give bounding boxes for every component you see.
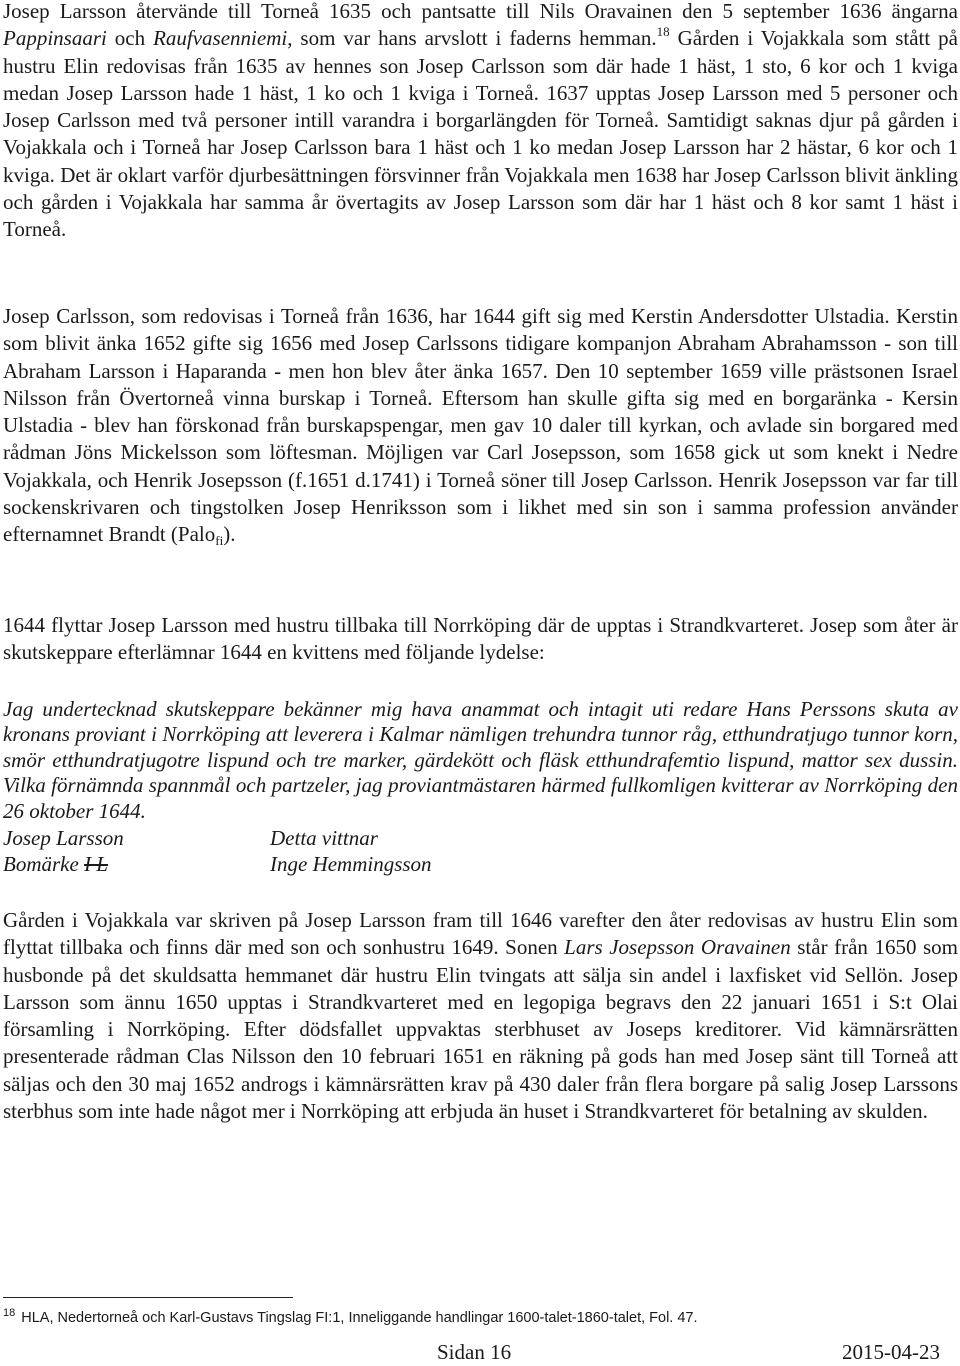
signer-name: Josep Larsson — [3, 826, 124, 850]
witness-name: Inge Hemmingsson — [270, 852, 432, 876]
signature-row-1 — [3, 826, 378, 851]
signature-row-2 — [3, 852, 432, 877]
p1-place-pappinsaari: Pappinsaari — [3, 26, 107, 51]
footnote-divider — [3, 1297, 293, 1298]
house-mark-label: Bomärke — [3, 852, 85, 876]
witness-heading: Detta vittnar — [270, 826, 378, 850]
p2-subscript-fi: fi — [215, 533, 224, 549]
p1-text-f: Gården i Vojakkala som stått på hustru Elin redovisas från 1635 av hennes son Josep Carlsson som där hade 1 häst, 1 sto, 6 kor och 1 kviga medan Josep Larsson hade 1 häst, 1 ko och 1 kviga i Torneå. 1637 upptas Josep Larsson med 5 personer och Josep Carlsson med två personer intill varandra i borgarlängden för Torneå. Samtidigt saknas djur på gården i Vojakkala och i Torneå har Josep Carlsson bara 1 häst och 1 ko medan Josep Larsson har 2 hästar, 6 kor och 1 kviga. Det är oklart varför djurbesättningen försvinner från Vojakkala men 1638 har Josep Carlsson blivit änkling och gården i Vojakkala har samma år övertagits av Josep Larsson som där har 1 häst och 8 kor samt 1 häst i Torneå. — [3, 26, 959, 242]
p1-text-a: Josep Larsson återvände till Torneå 1635 och pantsatte till Nils Oravainen den 5 september 1636 ängarna — [3, 0, 958, 23]
page-number: Sidan 16 — [437, 1340, 512, 1364]
paragraph-3: 1644 flyttar Josep Larsson med hustru tillbaka till Norrköping där de upptas i Strandkvarteret. Josep som åter är skutskeppare efterlämnar 1644 en kvittens med följande lydelse: — [3, 613, 958, 665]
p2-text-a: Josep Carlsson, som redovisas i Torneå från 1636, har 1644 gift sig med Kerstin Andersdotter Ulstadia. Kerstin som blivit änka 1652 gifte sig 1656 med Josep Carlssons tidigare kompanjon Abraham Abrahamsson - son till Abraham Larsson i Haparanda - men hon blev åter änka 1657. Den 10 september 1659 ville prästsonen Israel Nilsson från Övertorneå vinna burskap i Torneå. Eftersom han skulle gifta sig med en borgaränka - Kersin Ulstadia - blev han förskonad från burskapspengar, men gav 10 daler till kyrkan, och avlade sin borgared med rådman Jöns Mickelsson som löftesman. Möjligen var Carl Josepsson, som 1658 gick ut som knekt i Nedre Vojakkala, och Henrik Josepsson (f.1651 d.1741) i Torneå söner till Josep Carlsson. Henrik Josepsson var far till sockenskrivaren och tingstolken Josep Henriksson som i likhet med sin son i samma profession använder efternamnet Brandt (Palo — [3, 304, 958, 547]
p1-place-raufvasenniemi: Raufvasenniemi — [153, 26, 288, 51]
paragraph-4 — [3, 907, 958, 1125]
p4-text-c: står från 1650 som husbonde på det skuldsatta hemmanet där hustru Elin tvingats att sälja sin andel i laxfisket vid Sellön. Josep Larsson som ännu 1650 upptas i Strandkvarteret med en legopiga begravs den 22 januari 1651 i S:t Olai församling i Norrköping. Efter dödsfallet uppvaktas sterbhuset av Joseps kreditorer. Vid kämnärsrätten presenterade rådman Clas Nilsson den 10 februari 1651 en räkning på gods han med Josep sänt till Torneå att säljas och den 30 maj 1652 androgs i kämnärsrätten krav på 430 daler från flera borgare på salig Josep Larssons sterbhus som inte hade något mer i Norrköping att erbjuda än huset i Strandkvarteret för betalning av skulden. — [3, 935, 958, 1124]
footnote-18 — [3, 1303, 958, 1328]
p4-text-a: Gården i Vojakkala var skriven på Josep Larsson fram till 1646 varefter den åter redovisas av hustru Elin som flyttat tillbaka och finns där med son och sonhustru 1649. Sonen — [3, 908, 958, 960]
footnote-ref-18[interactable]: 18 — [656, 24, 670, 40]
p4-name-lars-josepsson: Lars Josepsson Oravainen — [564, 935, 791, 960]
p1-text-c: och — [106, 26, 154, 51]
p1-text-e: , som var hans arvslott i faderns hemman. — [287, 26, 657, 51]
house-mark: I L — [84, 852, 108, 876]
footnote-text: HLA, Nedertorneå och Karl-Gustavs Tingslag FI:1, Inneliggande handlingar 1600-talet-1860-talet, Fol. 47. — [21, 1310, 698, 1326]
footnote-number: 18 — [3, 1307, 16, 1319]
paragraph-2 — [3, 303, 958, 549]
p2-text-b: ). — [223, 522, 236, 547]
receipt-quote: Jag undertecknad skutskeppare bekänner mig hava anammat och intagit uti redare Hans Perssons skuta av kronans proviant i Norrköping att leverera i Kalmar nämligen trehundra tunnor råg, etthundratjugo tunnor korn, smör etthundratjugotre lispund och tre marker, gärdekött och fläsk etthundrafemtio lispund, mattor sex dussin. Vilka förnämnda spannmål och partzeler, jag proviantmästaren härmed fullkomligen kvitterar av Norrköping den 26 oktober 1644. — [3, 697, 958, 823]
paragraph-1 — [3, 0, 958, 244]
page-date: 2015-04-23 — [842, 1340, 940, 1364]
